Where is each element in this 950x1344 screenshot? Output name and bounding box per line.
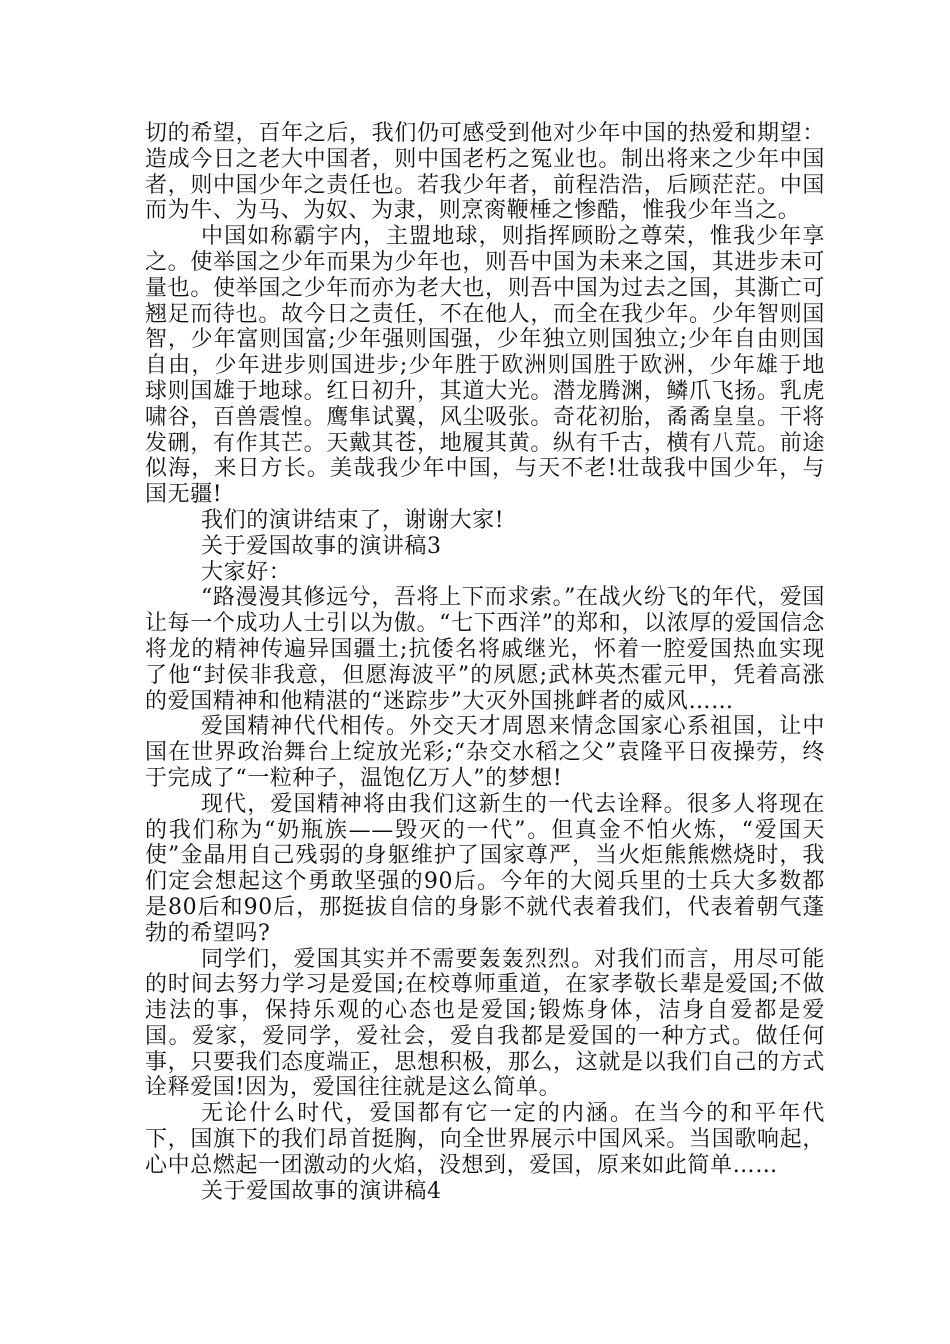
paragraph-7: 无论什么时代，爱国都有它一定的内涵。在当今的和平年代下，国旗下的我们昂首挺胸，向全世界展示中国风采。当国歌响起，心中总燃起一团激动的火焰，没想到，爱国，原来如此简单…… — [145, 1101, 825, 1178]
paragraph-1: 切的希望，百年之后，我们仍可感受到他对少年中国的热爱和期望：造成今日之老大中国者，则中国老朽之冤业也。制出将来之少年中国者，则中国少年之责任也。若我少年者，前程浩浩，后顾茫茫。中国而为牛、为马、为奴、为隶，则烹脔鞭棰之惨酷，惟我少年当之。 — [145, 121, 825, 224]
section-heading-3: 关于爱国故事的演讲稿3 — [201, 533, 442, 559]
paragraph-2: 中国如称霸宇内，主盟地球，则指挥顾盼之尊荣，惟我少年享之。使举国之少年而果为少年也，则吾中国为未来之国，其进步未可量也。使举国之少年而亦为老大也，则吾中国为过去之国，其澌亡可翘足而待也。故今日之责任，不在他人，而全在我少年。少年智则国智，少年富则国富;少年强则国强，少年独立则国独立;少年自由则国自由，少年进步则国进步;少年胜于欧洲则国胜于欧洲，少年雄于地球则国雄于地球。红日初升，其道大光。潜龙腾渊，鳞爪飞扬。乳虎啸谷，百兽震惶。鹰隼试翼，风尘吸张。奇花初胎，矞矞皇皇。干将发硎，有作其芒。天戴其苍，地履其黄。纵有千古，横有八荒。前途似海，来日方长。美哉我少年中国，与天不老!壮哉我中国少年，与国无疆! — [145, 224, 825, 508]
closing-line: 我们的演讲结束了，谢谢大家! — [201, 507, 505, 533]
paragraph-6: 同学们，爱国其实并不需要轰轰烈烈。对我们而言，用尽可能的时间去努力学习是爱国;在校尊师重道，在家孝敬长辈是爱国;不做违法的事，保持乐观的心态也是爱国;锻炼身体，洁身自爱都是爱国。爱家，爱同学，爱社会，爱自我都是爱国的一种方式。做任何事，只要我们态度端正，思想积极，那么，这就是以我们自己的方式诠释爱国!因为，爱国往往就是这么简单。 — [145, 946, 825, 1101]
section-heading-4: 关于爱国故事的演讲稿4 — [201, 1178, 442, 1204]
greeting: 大家好： — [201, 559, 292, 585]
paragraph-3: “路漫漫其修远兮，吾将上下而求索。”在战火纷飞的年代，爱国让每一个成功人士引以为傲。“七下西洋”的郑和，以浓厚的爱国信念将龙的精神传遍异国疆土;抗倭名将戚继光，怀着一腔爱国热血实现了他“封侯非我意，但愿海波平”的夙愿;武林英杰霍元甲，凭着高涨的爱国精神和他精湛的“迷踪步”大灭外国挑衅者的威风…… — [145, 585, 825, 714]
paragraph-4: 爱国精神代代相传。外交天才周恩来情念国家心系祖国，让中国在世界政治舞台上绽放光彩;“杂交水稻之父”袁隆平日夜操劳，终于完成了“一粒种子，温饱亿万人”的梦想! — [145, 714, 825, 791]
paragraph-5: 现代，爱国精神将由我们这新生的一代去诠释。很多人将现在的我们称为“奶瓶族——毁灭的一代”。但真金不怕火炼，“爱国天使”金晶用自己残弱的身躯维护了国家尊严，当火炬熊熊燃烧时，我们定会想起这个勇敢坚强的90后。今年的大阅兵里的士兵大多数都是80后和90后，那挺拔自信的身影不就代表着我们，代表着朝气蓬勃的希望吗? — [145, 791, 825, 946]
document-body — [145, 121, 825, 1204]
